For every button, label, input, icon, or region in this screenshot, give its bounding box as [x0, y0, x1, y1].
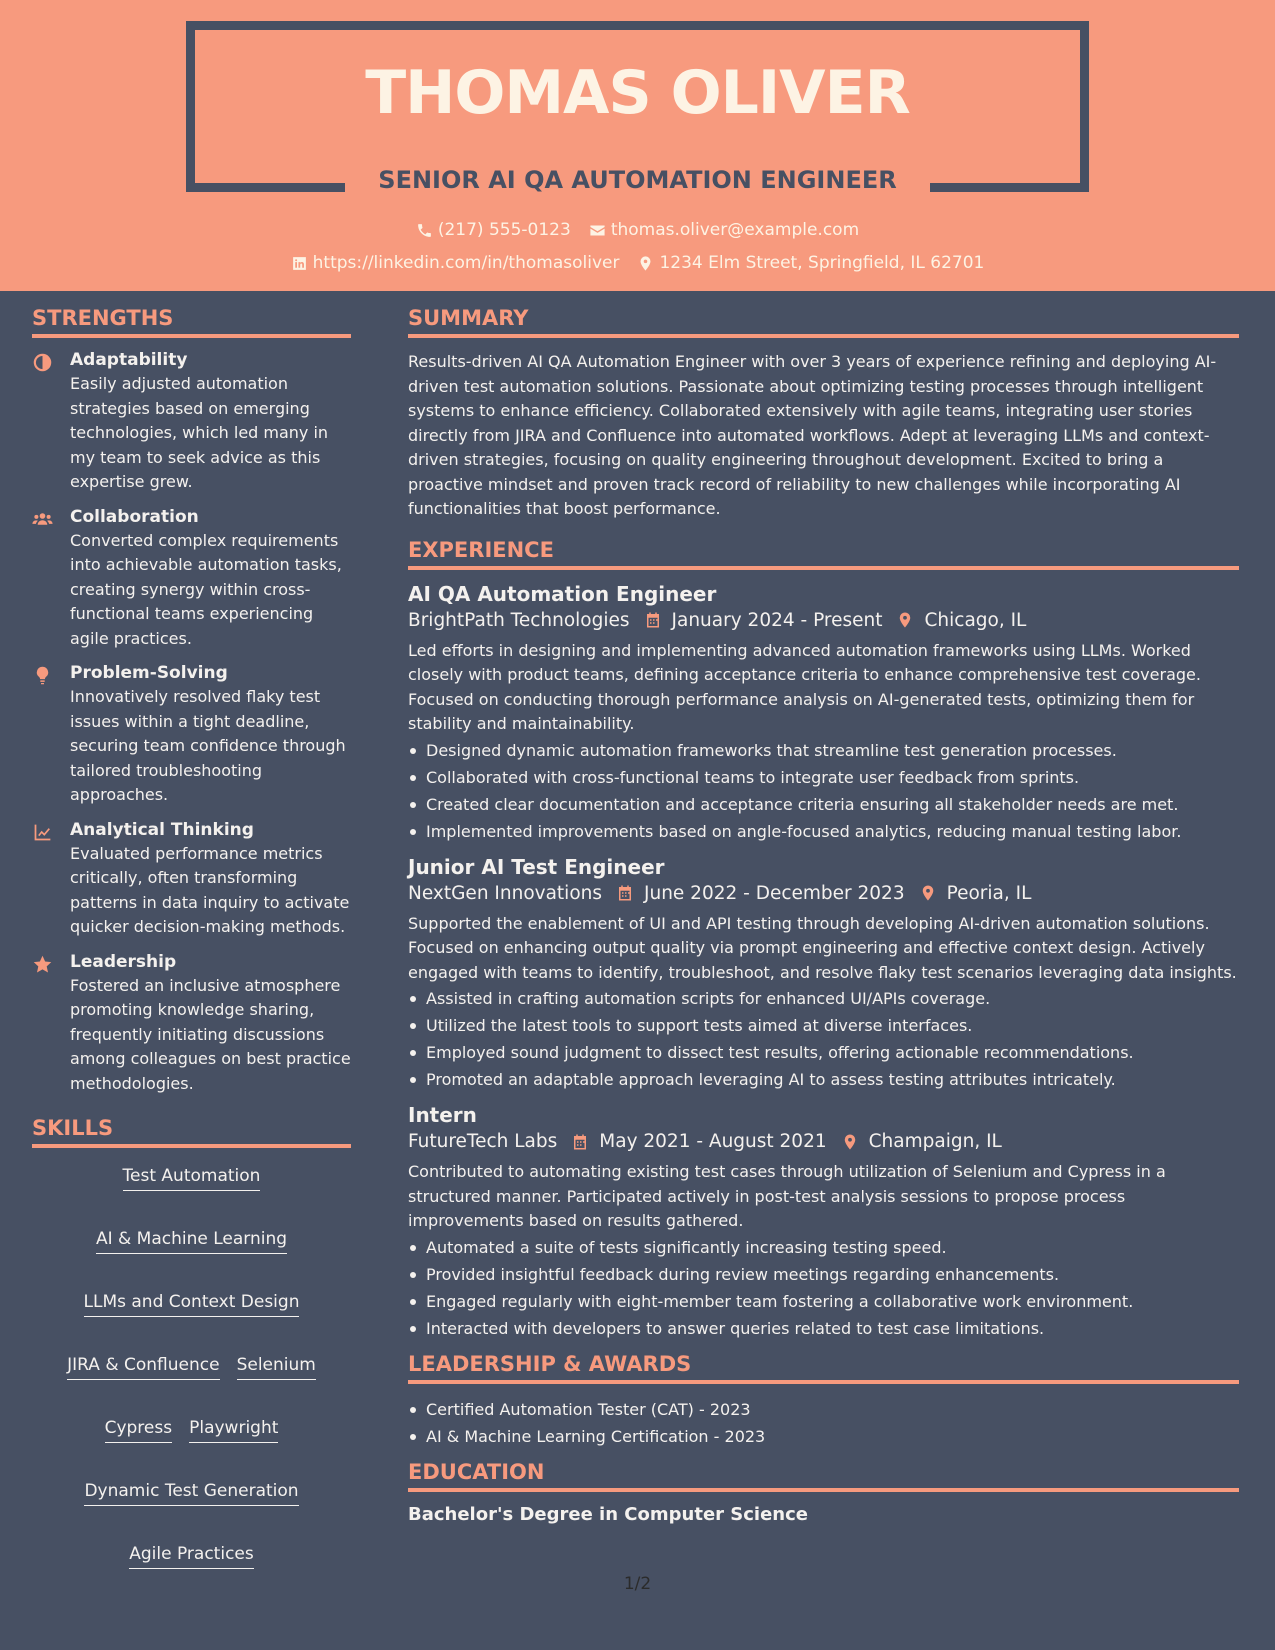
job-dates-text: January 2024 - Present: [671, 609, 883, 631]
job-dates-text: June 2022 - December 2023: [644, 882, 905, 904]
linkedin-text: https://linkedin.com/in/thomasoliver: [312, 253, 620, 273]
star-icon: [32, 954, 53, 975]
phone-icon: [416, 222, 433, 239]
bullet-item: Employed sound judgment to dissect test results, offering actionable recommendations.: [408, 1039, 1239, 1066]
job-meta: [408, 1131, 1239, 1152]
job-company: FutureTech Labs: [408, 1131, 558, 1152]
left-column: [32, 306, 351, 1569]
skill-tag: Agile Practices: [129, 1544, 254, 1569]
bullet-item: Automated a suite of tests significantly increasing testing speed.: [408, 1234, 1239, 1261]
strengths-heading: STRENGTHS: [32, 306, 351, 338]
strength-item: [32, 820, 351, 940]
award-item: Certified Automation Tester (CAT) - 2023: [408, 1396, 1239, 1423]
map-marker-icon: [637, 255, 654, 272]
job-dates: [571, 1131, 826, 1152]
job-company: NextGen Innovations: [408, 882, 603, 904]
skills-list: [32, 1160, 351, 1569]
bullet-item: Implemented improvements based on angle-focused analytics, reducing manual testing labor.: [408, 818, 1239, 845]
strength-title: Leadership: [70, 951, 177, 972]
strength-desc: Evaluated performance metrics critically, often transforming patterns in data inquiry to activate quicker decision-making methods.: [70, 843, 350, 936]
job-title: Junior AI Test Engineer: [408, 854, 665, 879]
strength-title: Collaboration: [70, 506, 199, 527]
job-dates: [644, 610, 883, 631]
education-heading: EDUCATION: [408, 1460, 1239, 1492]
job-entry: [408, 1103, 1239, 1342]
strength-desc: Fostered an inclusive atmosphere promoting knowledge sharing, frequently initiating discussions among colleagues on best practice methodologies.: [70, 975, 351, 1093]
bullet-item: Assisted in crafting automation scripts for enhanced UI/APIs coverage.: [408, 985, 1239, 1012]
job-bullets: [408, 737, 1239, 845]
contact-address: [637, 253, 984, 273]
map-marker-icon: [896, 611, 914, 629]
bullet-item: Engaged regularly with eight-member team fostering a collaborative work environment.: [408, 1288, 1239, 1315]
address-text: 1234 Elm Street, Springfield, IL 62701: [659, 253, 985, 273]
job-location-text: Peoria, IL: [946, 882, 1032, 904]
strength-item: [32, 952, 351, 1097]
job-entry: [408, 855, 1239, 1094]
summary-heading: SUMMARY: [408, 306, 1239, 338]
chart-line-icon: [32, 822, 53, 843]
skills-heading: SKILLS: [32, 1116, 351, 1148]
strength-title: Adaptability: [70, 350, 188, 370]
envelope-icon: [589, 222, 606, 239]
skill-tag: AI & Machine Learning: [96, 1229, 287, 1254]
summary-text: Results-driven AI QA Automation Engineer with over 3 years of experience refining and deploying AI-driven test automation solutions. Passionate about optimizing testing processes through intelligent systems to enhance efficiency. Collaborated extensively with agile teams, integrating user stories directly from JIRA and Confluence into automated workflows. Adept at leveraging LLMs and context-driven strategies, focusing on quality engineering throughout development. Excited to bring a proactive mindset and proven track record of reliability to new challenges while incorporating AI functionalities that boost performance.: [408, 352, 1217, 518]
strength-item: [32, 507, 351, 652]
job-bullets: [408, 985, 1239, 1093]
email-text: thomas.oliver@example.com: [610, 220, 860, 240]
job-meta: [408, 883, 1239, 904]
education-degree: Bachelor's Degree in Computer Science: [408, 1503, 808, 1525]
job-desc: Supported the enablement of UI and API testing through developing AI-driven automation solutions. Focused on enhancing output quality via prompt engineering and effective context design. Actively engaged with teams to identify, troubleshoot, and resolve flaky test scenarios leveraging data insights.: [408, 913, 1237, 982]
strength-item: [32, 663, 351, 808]
map-marker-icon: [919, 884, 937, 902]
strength-item: [32, 350, 351, 495]
contact-linkedin[interactable]: [291, 253, 620, 273]
contact-phone[interactable]: [416, 220, 571, 240]
lightbulb-icon: [32, 665, 53, 686]
strength-desc: Converted complex requirements into achievable automation tasks, creating synergy within cross-functional teams experiencing agile practices.: [70, 530, 342, 648]
job-location: [919, 883, 1032, 904]
bullet-item: Created clear documentation and acceptance criteria ensuring all stakeholder needs are met.: [408, 791, 1239, 818]
job-desc: Contributed to automating existing test cases through utilization of Selenium and Cypress in a structured manner. Participated actively in post-test analysis sessions to propose process improvements based on results gathered.: [408, 1162, 1166, 1230]
job-meta: [408, 610, 1239, 631]
job-entry: [408, 582, 1239, 845]
strength-title: Problem-Solving: [70, 663, 228, 683]
strength-title: Analytical Thinking: [70, 819, 254, 840]
linkedin-icon: [291, 255, 308, 272]
bullet-item: Provided insightful feedback during review meetings regarding enhancements.: [408, 1261, 1239, 1288]
skill-tag: Test Automation: [123, 1166, 261, 1191]
calendar-icon: [571, 1133, 589, 1151]
contact-email[interactable]: [589, 220, 859, 240]
skill-tag: LLMs and Context Design: [84, 1292, 300, 1317]
awards-list: [408, 1396, 1239, 1450]
skill-tag: Cypress: [105, 1418, 173, 1443]
calendar-icon: [644, 611, 662, 629]
candidate-title: SENIOR AI QA AUTOMATION ENGINEER: [378, 166, 897, 194]
calendar-icon: [616, 884, 634, 902]
contact-row-1: [0, 220, 1275, 240]
strength-desc: Innovatively resolved flaky test issues within a tight deadline, securing team confidence through tailored troubleshooting approaches.: [70, 687, 346, 804]
bullet-item: Designed dynamic automation frameworks that streamline test generation processes.: [408, 737, 1239, 764]
bullet-item: Promoted an adaptable approach leveraging AI to assess testing attributes intricately.: [408, 1066, 1239, 1093]
bullet-item: Utilized the latest tools to support tests aimed at diverse interfaces.: [408, 1012, 1239, 1039]
phone-text: (217) 555-0123: [437, 220, 571, 240]
candidate-name: THOMAS OLIVER: [365, 58, 910, 128]
page-number: 1/2: [623, 1574, 652, 1594]
job-desc: Led efforts in designing and implementing advanced automation frameworks using LLMs. Worked closely with product teams, defining acceptance criteria to enhance comprehensive test coverage. Focused on conducting thorough performance analysis on AI-generated tests, optimizing them for stability and maintainability.: [408, 640, 1201, 733]
bullet-item: Interacted with developers to answer queries related to test case limitations.: [408, 1315, 1239, 1342]
skill-tag: Playwright: [189, 1418, 278, 1443]
job-location-text: Chicago, IL: [924, 609, 1027, 631]
strength-desc: Easily adjusted automation strategies based on emerging technologies, which led many in my team to seek advice as this expertise grew.: [70, 374, 329, 491]
job-dates: [616, 883, 905, 904]
job-company: BrightPath Technologies: [408, 609, 630, 631]
bullet-item: Collaborated with cross-functional teams to integrate user feedback from sprints.: [408, 764, 1239, 791]
job-bullets: [408, 1234, 1239, 1342]
skill-tag: Selenium: [237, 1355, 316, 1380]
half-circle-icon: [32, 352, 53, 373]
map-marker-icon: [841, 1133, 859, 1151]
users-icon: [32, 509, 53, 530]
experience-heading: EXPERIENCE: [408, 538, 1239, 570]
contact-row-2: [0, 253, 1275, 273]
job-location: [841, 1131, 1002, 1152]
job-dates-text: May 2021 - August 2021: [599, 1131, 827, 1152]
resume-header: [0, 0, 1275, 291]
job-location-text: Champaign, IL: [868, 1131, 1002, 1152]
skill-tag: Dynamic Test Generation: [84, 1481, 298, 1506]
right-column: [408, 306, 1239, 1525]
job-title: Intern: [408, 1103, 477, 1127]
job-title: AI QA Automation Engineer: [408, 581, 717, 606]
awards-heading: LEADERSHIP & AWARDS: [408, 1352, 1239, 1384]
award-item: AI & Machine Learning Certification - 2023: [408, 1423, 1239, 1450]
skill-tag: JIRA & Confluence: [67, 1355, 219, 1380]
job-location: [896, 610, 1026, 631]
